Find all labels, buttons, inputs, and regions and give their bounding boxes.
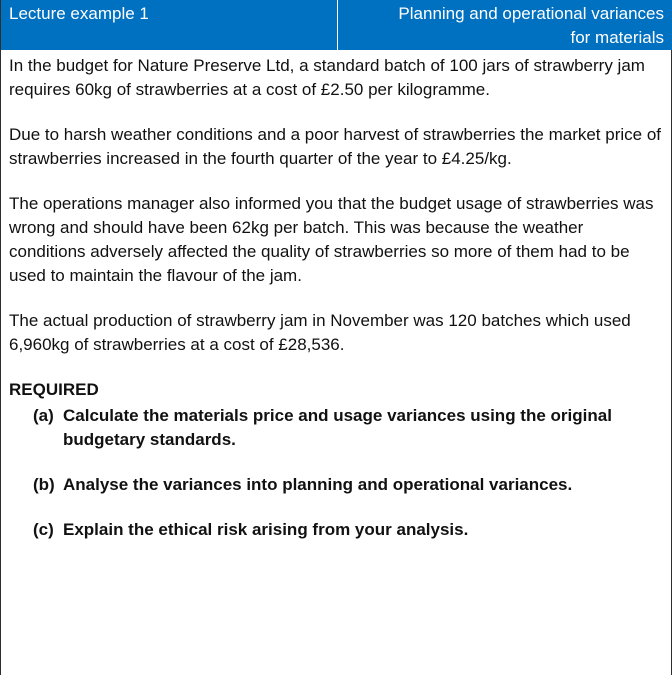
paragraph-budget: In the budget for Nature Preserve Ltd, a standard batch of 100 jars of strawberry jam requires 60kg of strawberries at a cost of £2.50 per kilogramme.	[9, 56, 645, 99]
header-bar	[1, 0, 672, 50]
required-item-a	[33, 404, 664, 452]
required-item-text: Explain the ethical risk arising from your analysis.	[63, 520, 469, 539]
required-list	[9, 404, 664, 542]
paragraph-actual-production: The actual production of strawberry jam in November was 120 batches which used 6,960kg of strawberries at a cost of £28,536.	[9, 311, 631, 354]
required-item-label: (c)	[33, 520, 54, 539]
required-item-c	[33, 518, 664, 542]
topic-title-line2: for materials	[570, 28, 664, 47]
required-item-label: (a)	[33, 406, 54, 425]
topic-title	[338, 0, 672, 50]
content-body	[1, 50, 672, 542]
required-item-label: (b)	[33, 475, 55, 494]
lecture-title: Lecture example 1	[1, 0, 338, 50]
paragraph-market-price: Due to harsh weather conditions and a poor harvest of strawberries the market price of strawberries increased in the fourth quarter of the year to £4.25/kg.	[9, 125, 662, 168]
topic-title-line1: Planning and operational variances	[398, 4, 664, 23]
required-item-text: Analyse the variances into planning and operational variances.	[63, 475, 573, 494]
required-heading: REQUIRED	[9, 380, 99, 399]
required-item-b	[33, 473, 664, 497]
paragraph-usage: The operations manager also informed you that the budget usage of strawberries was wrong and should have been 62kg per batch. This was because the weather conditions adversely affected the quality of strawberries so more of them had to be used to maintain the flavour of the jam.	[9, 194, 654, 285]
required-item-text: Calculate the materials price and usage variances using the original budgetary standards.	[63, 406, 612, 449]
